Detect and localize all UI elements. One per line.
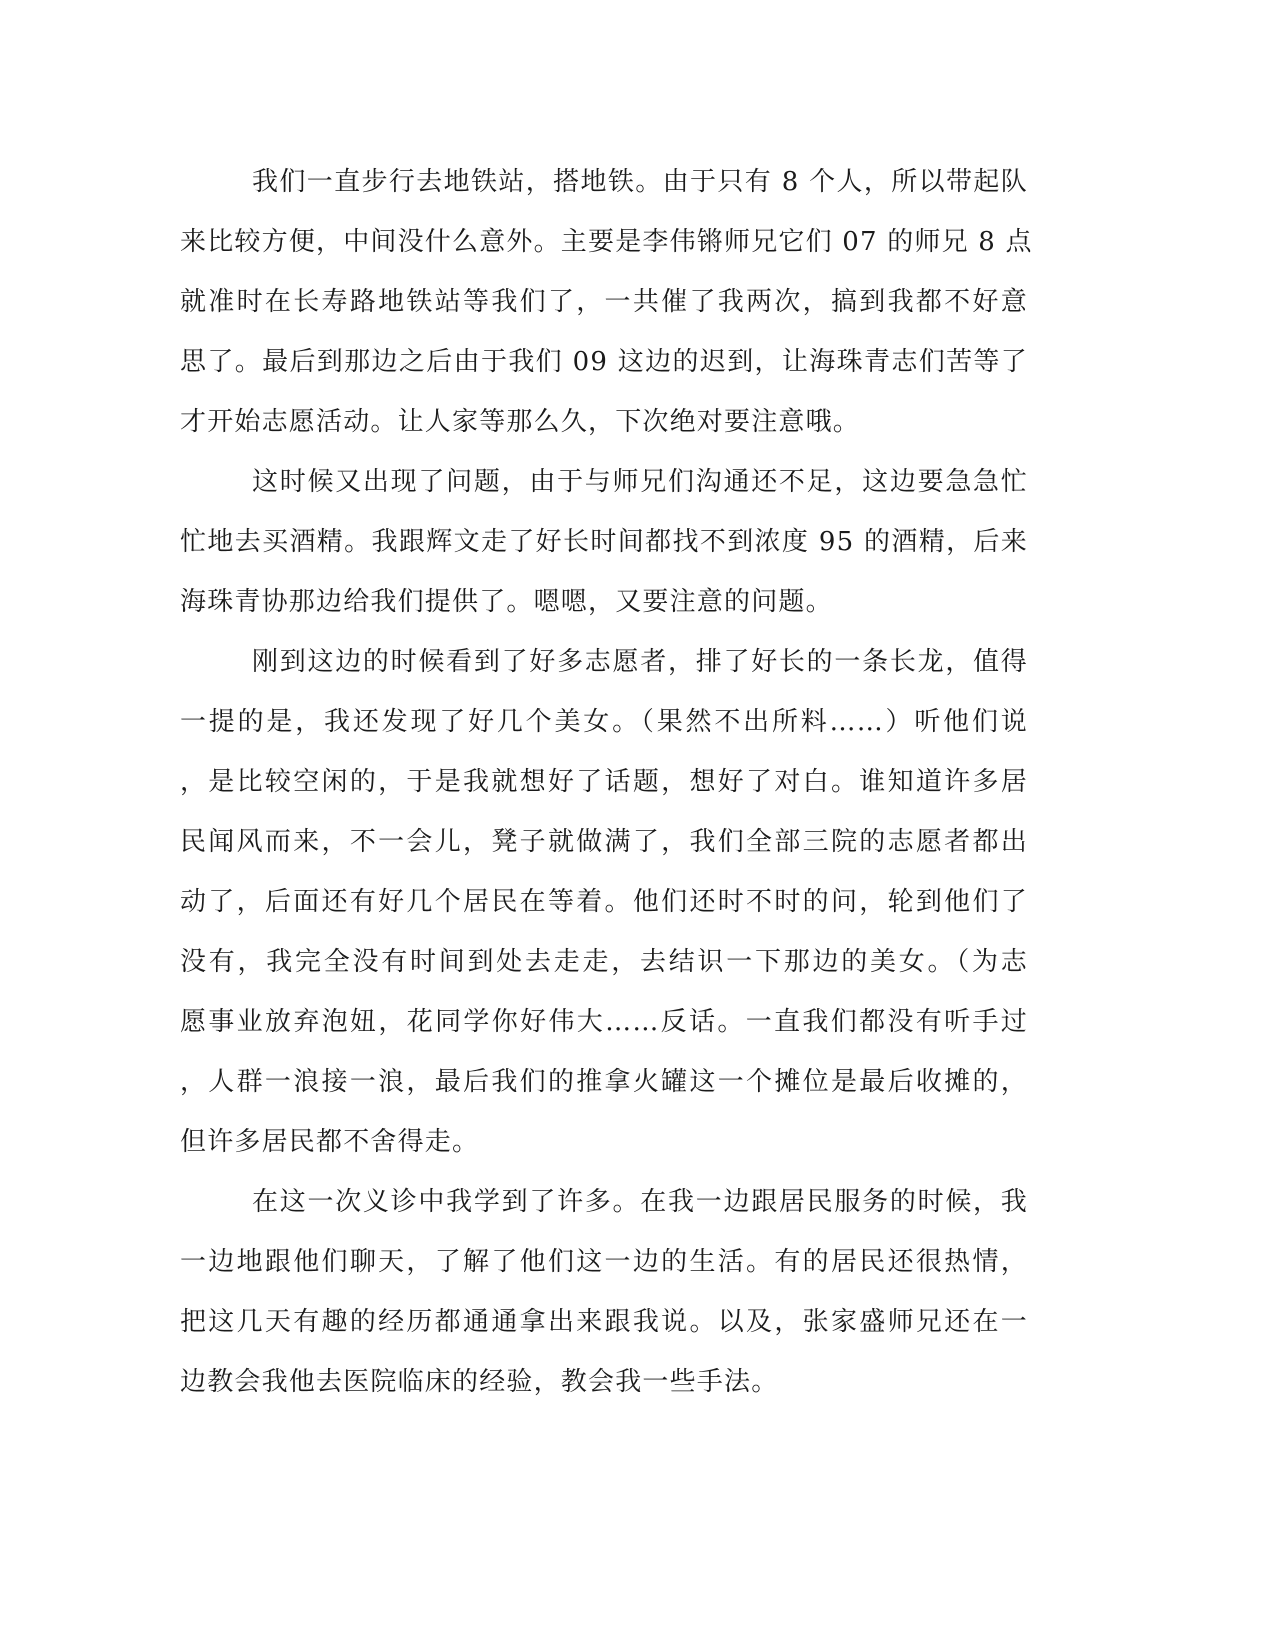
paragraph-3-line-7: 愿事业放弃泡妞，花同学你好伟大……反话。一直我们都没有听手过 — [180, 1007, 1028, 1037]
paragraph-1-line-2: 来比较方便，中间没什么意外。主要是李伟锵师兄它们 07 的师兄 8 点 — [180, 227, 1033, 257]
paragraph-1-line-5: 才开始志愿活动。让人家等那么久，下次绝对要注意哦。 — [180, 407, 861, 437]
paragraph-4-line-3: 把这几天有趣的经历都通通拿出来跟我说。以及，张家盛师兄还在一 — [180, 1307, 1028, 1337]
paragraph-3-line-4: 民闻风而来，不一会儿，凳子就做满了，我们全部三院的志愿者都出 — [180, 827, 1028, 857]
paragraph-3-line-9: 但许多居民都不舍得走。 — [180, 1127, 480, 1157]
paragraph-1-line-4: 思了。最后到那边之后由于我们 09 这边的迟到，让海珠青志们苦等了 — [180, 347, 1028, 377]
paragraph-3-line-2: 一提的是，我还发现了好几个美女。（果然不出所料……）听他们说 — [180, 707, 1028, 737]
paragraph-3-line-5: 动了，后面还有好几个居民在等着。他们还时不时的问，轮到他们了 — [180, 887, 1028, 917]
document-body — [180, 152, 1033, 1412]
paragraph-3-line-3: ，是比较空闲的，于是我就想好了话题，想好了对白。谁知道许多居 — [180, 767, 1028, 797]
paragraph-3-line-6: 没有，我完全没有时间到处去走走，去结识一下那边的美女。（为志 — [180, 947, 1028, 977]
paragraph-4-line-4: 边教会我他去医院临床的经验，教会我一些手法。 — [180, 1367, 779, 1397]
paragraph-3-line-8: ，人群一浪接一浪，最后我们的推拿火罐这一个摊位是最后收摊的， — [180, 1067, 1028, 1097]
paragraph-4-line-1: 在这一次义诊中我学到了许多。在我一边跟居民服务的时候，我 — [252, 1187, 1028, 1217]
paragraph-4-line-2: 一边地跟他们聊天，了解了他们这一边的生活。有的居民还很热情， — [180, 1247, 1028, 1277]
paragraph-2-line-1: 这时候又出现了问题，由于与师兄们沟通还不足，这边要急急忙 — [252, 467, 1028, 497]
paragraph-1-line-1: 我们一直步行去地铁站，搭地铁。由于只有 8 个人，所以带起队 — [252, 167, 1028, 197]
paragraph-2-line-2: 忙地去买酒精。我跟辉文走了好长时间都找不到浓度 95 的酒精，后来 — [180, 527, 1028, 557]
paragraph-2-line-3: 海珠青协那边给我们提供了。嗯嗯，又要注意的问题。 — [180, 587, 833, 617]
paragraph-3-line-1: 刚到这边的时候看到了好多志愿者，排了好长的一条长龙，值得 — [252, 647, 1028, 677]
paragraph-1-line-3: 就准时在长寿路地铁站等我们了，一共催了我两次，搞到我都不好意 — [180, 287, 1028, 317]
